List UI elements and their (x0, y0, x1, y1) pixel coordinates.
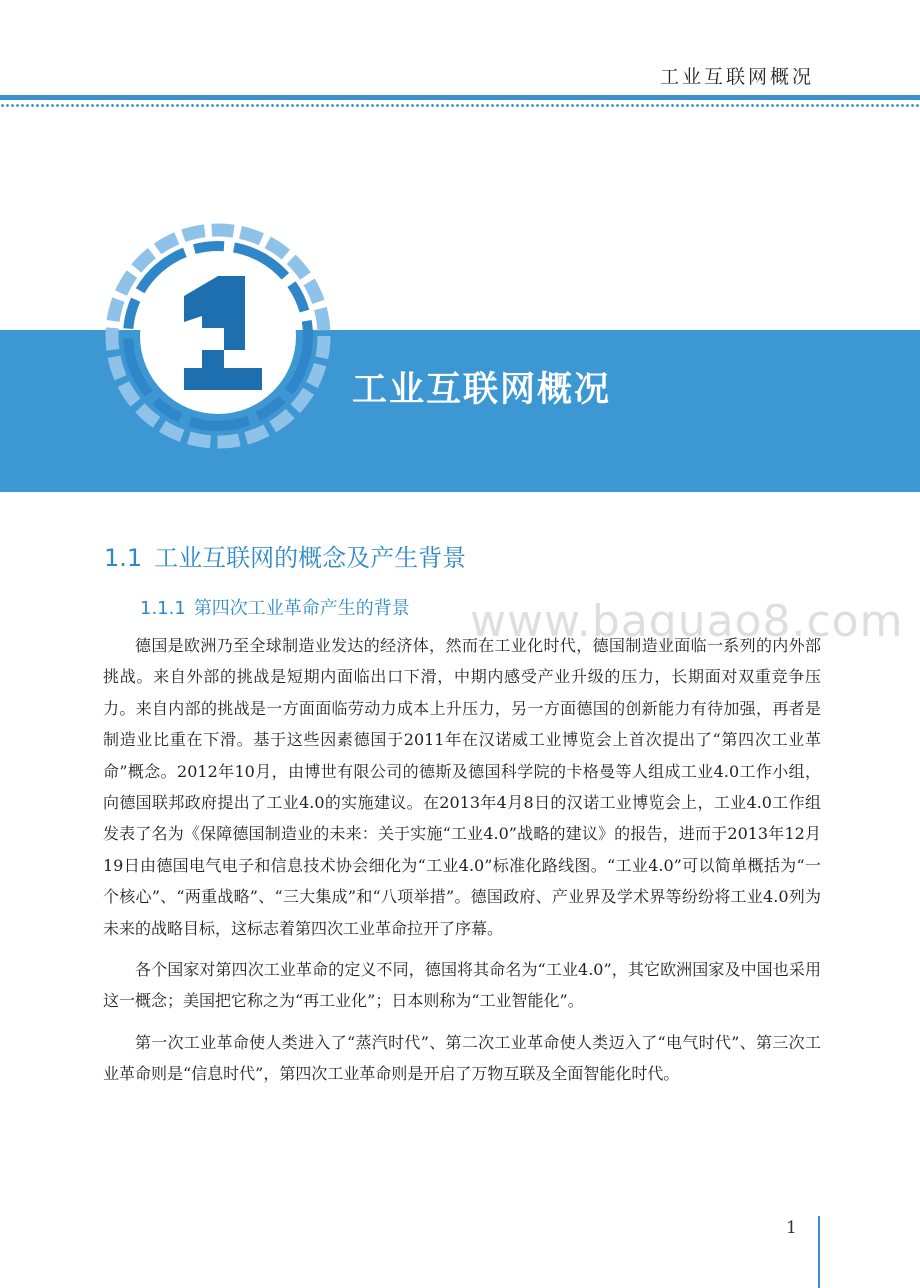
section-number: 1.1 (104, 544, 143, 572)
paragraph: 各个国家对第四次工业革命的定义不同，德国将其命名为“工业4.0”，其它欧洲国家及中国也采用这一概念；美国把它称之为“再工业化”；日本则称为“工业智能化”。 (103, 960, 821, 1011)
header-rule (0, 95, 920, 100)
page-number: 1 (786, 1218, 797, 1238)
body-text (103, 630, 821, 1100)
subsection-number: 1.1.1 (140, 598, 186, 619)
running-header-title: 工业互联网概况 (659, 66, 814, 88)
chapter-title: 工业互联网概况 (352, 370, 612, 410)
chapter-number-emblem (100, 203, 340, 453)
header-dotted-rule (0, 104, 920, 107)
chapter-number: 1 (218, 203, 229, 222)
watermark: www.baquao8.com (470, 596, 904, 647)
section-heading (104, 538, 466, 573)
paragraph: 第一次工业革命使人类进入了“蒸汽时代”、第二次工业革命使人类迈入了“电气时代”、第三次工业革命则是“信息时代”，第四次工业革命则是开启了万物互联及全面智能化时代。 (103, 1032, 821, 1084)
subsection-title: 第四次工业革命产生的背景 (193, 598, 410, 619)
section-title: 工业互联网的概念及产生背景 (154, 544, 467, 572)
paragraph: 德国是欧洲乃至全球制造业发达的经济体，然而在工业化时代，德国制造业面临一系列的内外部挑战。来自外部的挑战是短期内面临出口下滑，中期内感受产业升级的压力，长期面对双重竞争压力。来自内部的挑战是一方面面临劳动力成本上升压力，另一方面德国的创新能力有待加强，再者是制造业比重在下滑。基于这些因素德国于2011年在汉诺威工业博览会上首次提出了“第四次工业革命”概念。2012年10月，由博世有限公司的德斯及德国科学院的卡格曼等人组成工业4.0工作小组，向德国联邦政府提出了工业4.0的实施建议。在2013年4月8日的汉诺工业博览会上，工业4.0工作组发表了名为《保障德国制造业的未来：关于实施“工业4.0”战略的建议》的报告，进而于2013年12月19日由德国电气电子和信息技术协会细化为“工业4.0”标准化路线图。“工业4.0”可以简单概括为“一个核心”、“两重战略”、“三大集成”和“八项举措”。德国政府、产业界及学术界等纷纷将工业4.0列为未来的战略目标，这标志着第四次工业革命拉开了序幕。 (103, 636, 821, 938)
page-rule (818, 1216, 820, 1288)
subsection-heading (140, 594, 410, 620)
